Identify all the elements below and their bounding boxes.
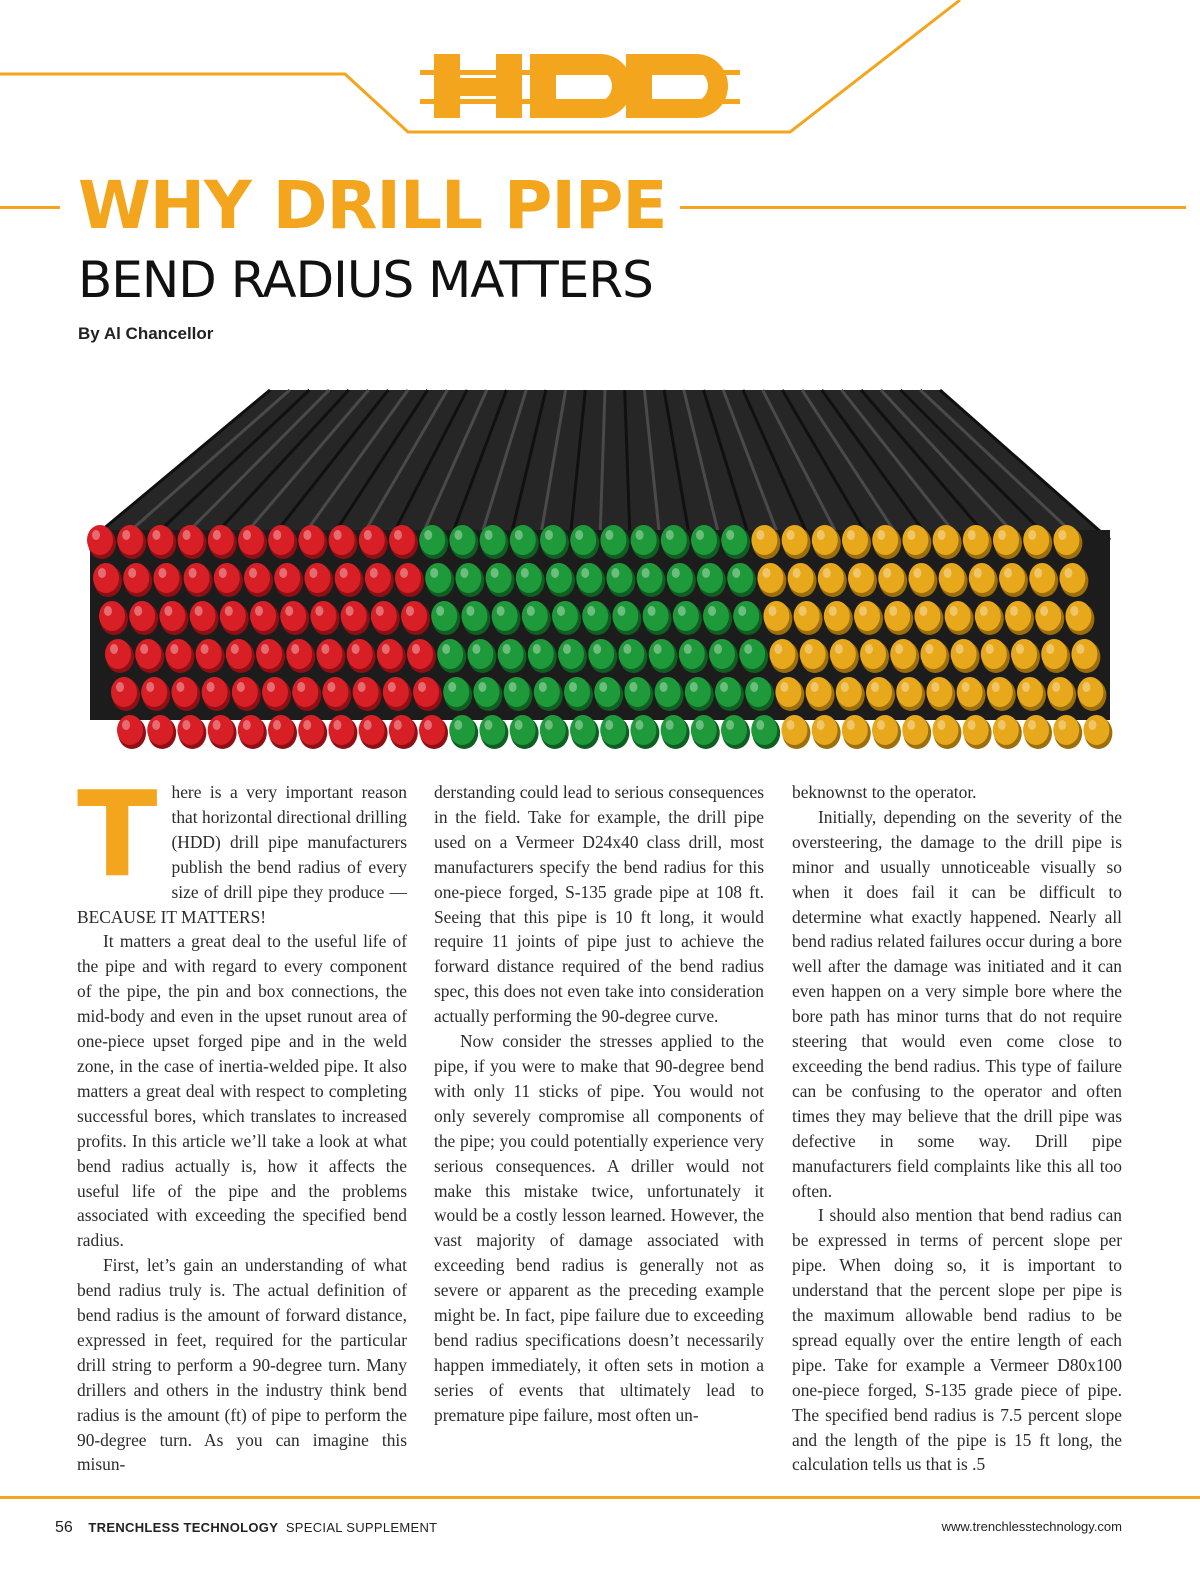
paragraph: derstanding could lead to serious consequences in the field. Take for example, the drill pipe used on a Vermeer D24x40 class drill, most manufacturers specify the bend radius for this one-piece forged, S-135 grade pipe at 108 ft. Seeing that this pipe is 10 ft long, it would require 11 joints of pipe just to achieve the forward distance required of the bend radius spec, this does not even take into consideration actually performing the 90-degree curve.: [434, 782, 764, 1027]
drop-cap: T: [77, 765, 158, 903]
publication-name: TRENCHLESS TECHNOLOGY: [88, 1520, 279, 1535]
supplement-label: SPECIAL SUPPLEMENT: [285, 1520, 438, 1535]
hdd-logo: [420, 48, 740, 128]
footer-publication: [55, 1519, 437, 1537]
article-subtitle: BEND RADIUS MATTERS: [78, 251, 653, 309]
title-rule-left: [0, 206, 60, 209]
article-column-3: [792, 780, 1122, 1477]
paragraph: Initially, depending on the severity of the oversteering, the damage to the drill pipe is minor and usually unnoticeable visually so when it does fail it can be difficult to determine what exactly happened. Nearly all bend radius related failures occur during a bore well after the damage was initiated and it can even happen on a very simple bore where the bore path has minor turns that do not require steering that would even come close to exceeding the bend radius. This type of failure can be confusing to the operator and often times they may believe that the drill pipe was defective in some way. Drill pipe manufacturers field complaints like this all too often.: [792, 806, 1122, 1201]
page-number: 56: [55, 1519, 73, 1536]
drill-pipe-photo: [70, 380, 1130, 760]
article-column-1: [77, 765, 407, 1477]
paragraph: here is a very important reason that horizontal directional drilling (HDD) drill pipe manufacturers publish the bend radius of every size of drill pipe they produce — BECAUSE IT MATTERS!: [77, 782, 407, 927]
website-url: www.trenchlesstechnology.com: [941, 1519, 1122, 1534]
paragraph: I should also mention that bend radius can be expressed in terms of percent slope per pipe. When doing so, it is important to understand that the percent slope per pipe is the maximum allowable bend radius to be spread equally over the entire length of each pipe. Take for example a Vermeer D80x100 one-piece forged, S-135 grade piece of pipe. The specified bend radius is 7.5 percent slope and the length of the pipe is 15 ft long, the calculation tells us that is .5: [792, 1205, 1122, 1475]
title-rule-right: [680, 206, 1186, 209]
paragraph: beknownst to the operator.: [792, 782, 977, 802]
article-column-2: [434, 780, 764, 1428]
footer-rule: [0, 1496, 1200, 1499]
paragraph: Now consider the stresses applied to the pipe, if you were to make that 90-degree bend with only 11 sticks of pipe. You would not only severely compromise all components of the pipe; you could potentially experience very serious consequences. A driller would not make this mistake twice, unfortunately it would be a costly lesson learned. However, the vast majority of damage associated with exceeding bend radius is generally not as severe or apparent as the preceding example might be. In fact, pipe failure due to exceeding bend radius specifications doesn’t necessarily happen immediately, it often sets in motion a series of events that ultimately lead to premature pipe failure, most often un-: [434, 1031, 764, 1425]
byline: By Al Chancellor: [78, 324, 214, 343]
article-title: WHY DRILL PIPE: [78, 167, 667, 244]
paragraph: First, let’s gain an understanding of what bend radius truly is. The actual definition of bend radius is the amount of forward distance, expressed in feet, required for the particular drill string to perform a 90-degree turn. Many drillers and others in the industry think bend radius is the amount (ft) of pipe to perform the 90-degree turn. As you can imagine this misun-: [77, 1255, 407, 1475]
paragraph: It matters a great deal to the useful life of the pipe and with regard to every component of the pipe, the pin and box connections, the mid-body and even in the upset runout area of one-piece upset forged pipe and in the weld zone, in the case of inertia-welded pipe. It also matters a great deal with respect to completing successful bores, which translates to increased profits. In this article we’ll take a look at what bend radius actually is, how it affects the useful life of the pipe and the problems associated with exceeding the specified bend radius.: [77, 931, 407, 1251]
